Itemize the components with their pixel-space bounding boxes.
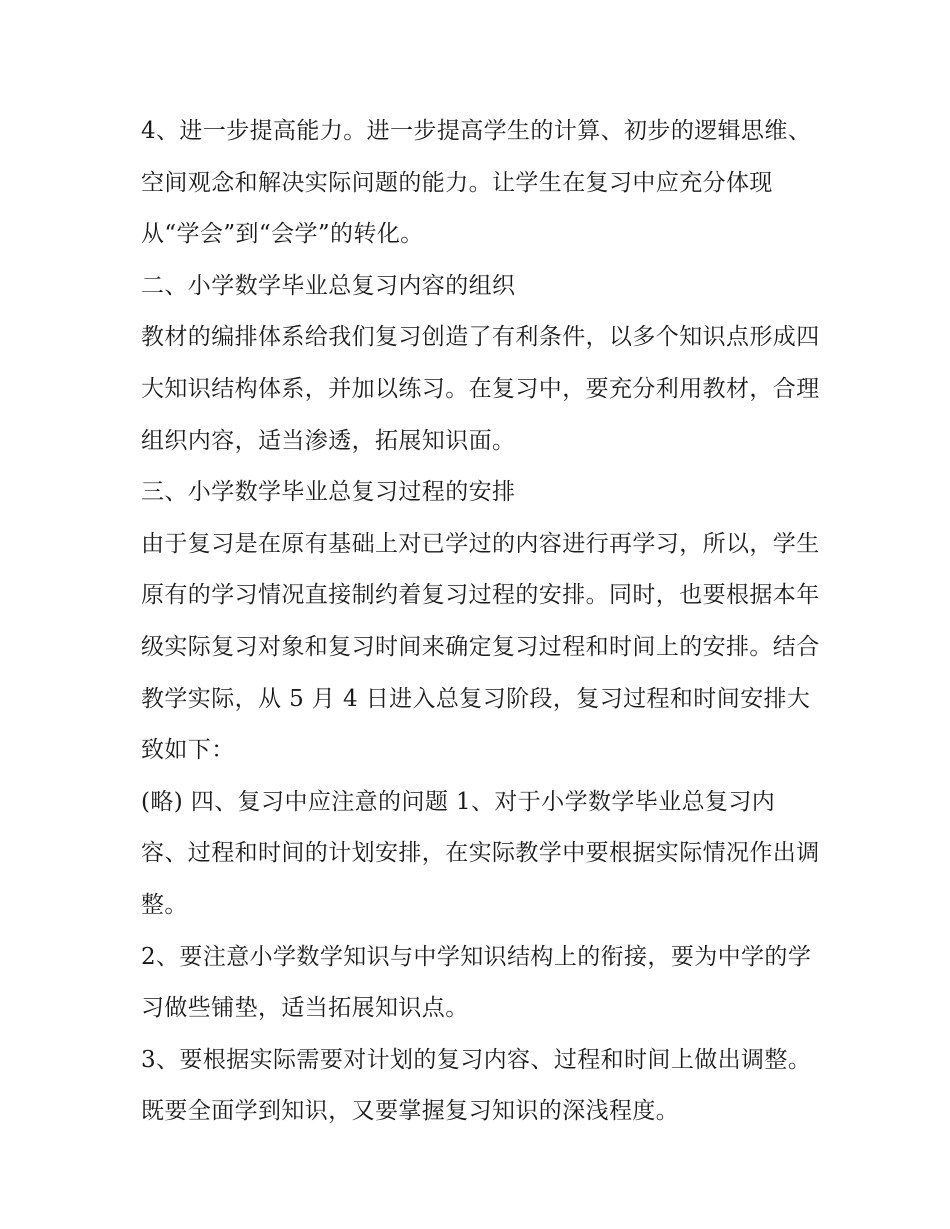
paragraph-notes-2: 2、要注意小学数学知识与中学知识结构上的衔接，要为中学的学习做些铺垫，适当拓展知识点。: [141, 943, 812, 1022]
paragraph-notes-3: 3、要根据实际需要对计划的复习内容、过程和时间上做出调整。既要全面学到知识，又要掌握复习知识的深浅程度。: [141, 1046, 812, 1125]
section-heading-3: 三、小学数学毕业总复习过程的安排: [141, 479, 516, 506]
paragraph-notes-1: (略) 四、复习中应注意的问题 1、对于小学数学毕业总复习内容、过程和时间的计划安排，在实际教学中要根据实际情况作出调整。: [141, 788, 820, 918]
section-heading-2: 二、小学数学毕业总复习内容的组织: [141, 272, 516, 299]
document-body: [141, 106, 821, 1138]
paragraph-goal-4: 4、进一步提高能力。进一步提高学生的计算、初步的逻辑思维、空间观念和解决实际问题的能力。让学生在复习中应充分体现从“学会”到“会学”的转化。: [141, 118, 812, 248]
paragraph-process-arrangement: 由于复习是在原有基础上对已学过的内容进行再学习，所以，学生原有的学习情况直接制约着复习过程的安排。同时，也要根据本年级实际复习对象和复习时间来确定复习过程和时间上的安排。结合教学实际，从 5 月 4 日进入总复习阶段，复习过程和时间安排大致如下：: [141, 530, 820, 764]
paragraph-content-organization: 教材的编排体系给我们复习创造了有利条件，以多个知识点形成四大知识结构体系，并加以练习。在复习中，要充分利用教材，合理组织内容，适当渗透，拓展知识面。: [141, 324, 820, 454]
